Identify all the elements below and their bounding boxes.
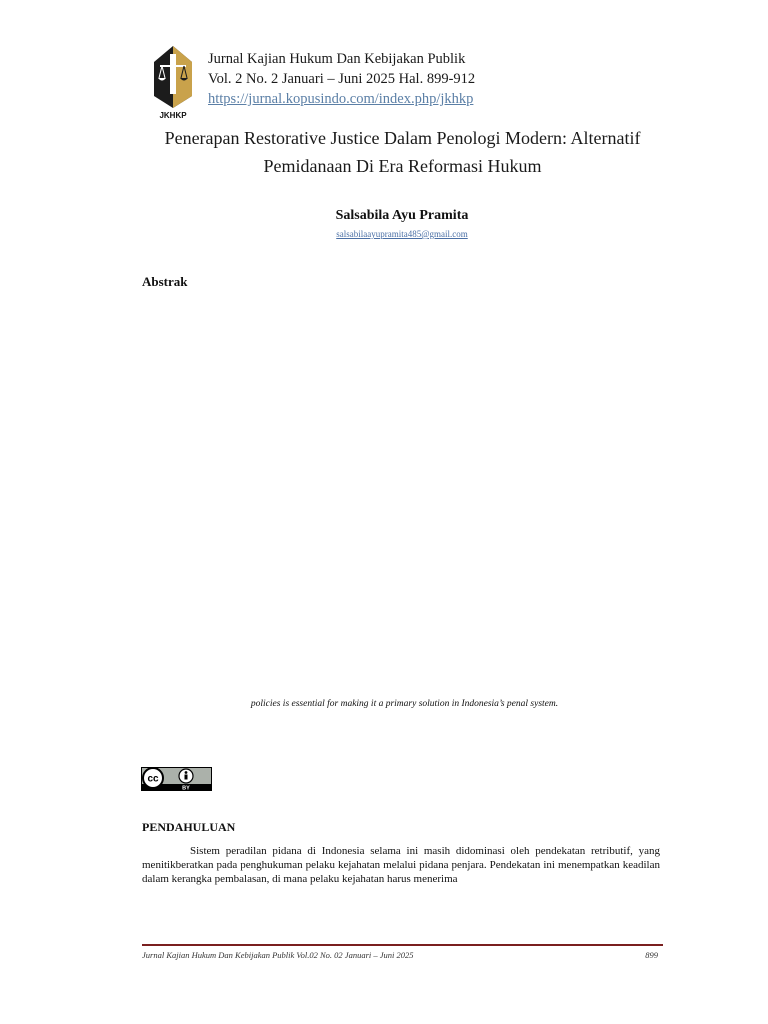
journal-url-link[interactable]: https://jurnal.kopusindo.com/index.php/jkhkp bbox=[208, 91, 474, 107]
creative-commons-icon bbox=[143, 768, 163, 788]
cc-by-license-badge[interactable] bbox=[141, 767, 212, 791]
author-email bbox=[142, 229, 662, 239]
title-line-1: Penerapan Restorative Justice Dalam Penologi Modern: Alternatif bbox=[164, 128, 641, 148]
logo-text: JKHKP bbox=[159, 111, 187, 120]
by-label: BY bbox=[182, 785, 190, 791]
footer-citation: Jurnal Kajian Hukum Dan Kebijakan Publik Vol.02 No. 02 Januari – Juni 2025 bbox=[142, 950, 414, 960]
page-number: 899 bbox=[645, 950, 658, 960]
journal-header bbox=[208, 49, 475, 109]
cc-icon-text: cc bbox=[147, 773, 159, 785]
footer-divider bbox=[142, 944, 663, 946]
volume-info: Vol. 2 No. 2 Januari – Juni 2025 Hal. 899-912 bbox=[208, 71, 476, 87]
author-email-link[interactable]: salsabilaayupramita485@gmail.com bbox=[336, 229, 468, 239]
introduction-heading: PENDAHULUAN bbox=[142, 820, 236, 834]
introduction-text: Sistem peradilan pidana di Indonesia selama ini masih didominasi oleh pendekatan retributif, yang menitikberatkan pada penghukuman pelaku kejahatan melalui pidana penjara. Pendekatan ini menempatkan keadilan dalam kerangka pembalasan, di mana pelaku kejahatan harus menerima bbox=[142, 845, 660, 885]
journal-name: Jurnal Kajian Hukum Dan Kebijakan Publik bbox=[208, 51, 466, 67]
person-attribution-icon bbox=[179, 769, 193, 783]
abstract-text-line: policies is essential for making it a primary solution in Indonesia’s penal system. bbox=[250, 699, 559, 709]
title-line-2: Pemidanaan Di Era Reformasi Hukum bbox=[263, 156, 542, 176]
paper-title bbox=[130, 124, 675, 180]
abstract-heading: Abstrak bbox=[142, 274, 188, 289]
author-name: Salsabila Ayu Pramita bbox=[335, 208, 469, 223]
introduction-paragraph bbox=[142, 844, 660, 886]
journal-logo-icon bbox=[150, 44, 196, 120]
